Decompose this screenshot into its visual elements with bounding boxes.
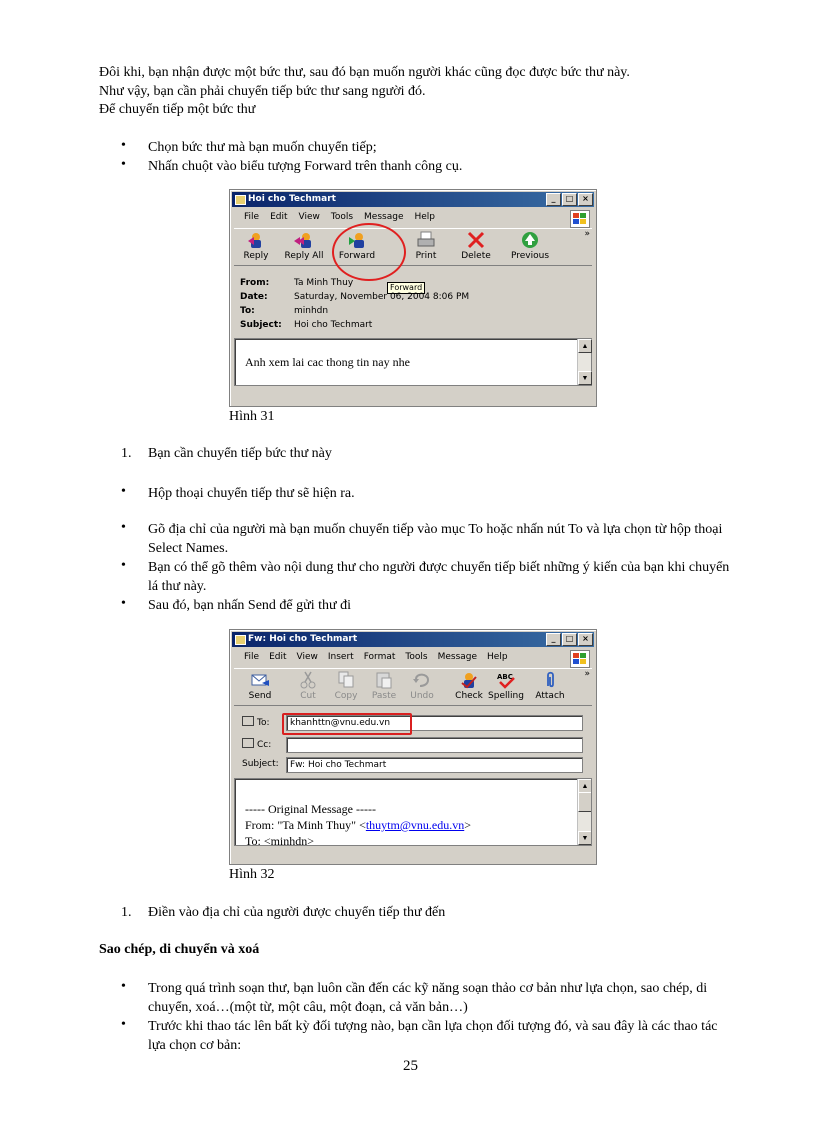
email-link[interactable]: thuytm@vnu.edu.vn xyxy=(365,818,465,832)
undo-icon xyxy=(412,671,432,689)
print-button[interactable]: Print xyxy=(406,231,446,261)
previous-button[interactable]: Previous xyxy=(510,231,550,261)
check-names-icon xyxy=(459,671,479,689)
menu-help[interactable]: Help xyxy=(414,212,436,222)
delete-button[interactable]: Delete xyxy=(456,231,496,261)
overflow-chevron-icon[interactable]: » xyxy=(584,229,590,239)
envelope-icon xyxy=(235,195,246,205)
minimize-button[interactable]: _ xyxy=(546,193,561,206)
paste-icon xyxy=(374,671,394,689)
menu-bar xyxy=(244,212,435,222)
read-message-window xyxy=(229,189,597,407)
menu-edit[interactable]: Edit xyxy=(269,652,287,662)
header-from: From: Ta Minh Thuy xyxy=(240,278,354,288)
cut-button[interactable]: Cut xyxy=(288,671,328,701)
message-body[interactable] xyxy=(234,778,592,846)
maximize-button[interactable]: □ xyxy=(562,193,577,206)
spelling-icon xyxy=(496,671,516,689)
address-book-icon xyxy=(242,716,254,726)
undo-button[interactable]: Undo xyxy=(402,671,442,701)
close-button[interactable]: × xyxy=(578,633,593,646)
window-titlebar: Hoi cho Techmart _ □ × xyxy=(232,192,594,207)
menu-bar xyxy=(244,652,508,662)
svg-text:ABC: ABC xyxy=(497,673,513,681)
intro-line-3: Để chuyển tiếp một bức thư xyxy=(99,102,256,117)
send-button[interactable]: Send xyxy=(240,671,280,701)
forward-button[interactable]: Forward xyxy=(337,231,377,261)
menu-tools[interactable]: Tools xyxy=(330,212,354,222)
spelling-button[interactable]: ABC Spelling xyxy=(488,673,524,701)
send-icon xyxy=(250,671,270,689)
header-subject: Subject: Hoi cho Techmart xyxy=(240,320,373,330)
intro-line-1: Đôi khi, bạn nhận được một bức thư, sau đó bạn muốn người khác cũng đọc được bức thư này. xyxy=(99,65,630,80)
header-date: Date: Saturday, November 06, 2004 8:06 PM xyxy=(240,292,470,302)
envelope-icon xyxy=(235,635,246,645)
minimize-button[interactable]: _ xyxy=(546,633,561,646)
page-number: 25 xyxy=(403,1058,418,1074)
header-to: To: minhdn xyxy=(240,306,329,316)
to-field-highlight xyxy=(282,713,412,735)
scroll-up-icon[interactable]: ▲ xyxy=(578,779,592,793)
menu-insert[interactable]: Insert xyxy=(327,652,354,662)
paperclip-icon xyxy=(540,671,560,689)
body-to-line: To: <minhdn> xyxy=(245,834,315,846)
menu-message[interactable]: Message xyxy=(437,652,478,662)
section-heading: Sao chép, di chuyển và xoá xyxy=(99,942,260,957)
forward-message-window xyxy=(229,629,597,865)
window-titlebar: Fw: Hoi cho Techmart _ □ × xyxy=(232,632,594,647)
vertical-scrollbar[interactable] xyxy=(577,339,591,385)
scissors-icon xyxy=(298,671,318,689)
subject-field[interactable]: Fw: Hoi cho Techmart xyxy=(286,757,583,773)
scroll-thumb[interactable] xyxy=(578,792,592,812)
menu-edit[interactable]: Edit xyxy=(270,212,288,222)
vertical-scrollbar[interactable] xyxy=(577,779,591,845)
overflow-chevron-icon[interactable]: » xyxy=(584,669,590,679)
menu-file[interactable]: File xyxy=(244,212,260,222)
to-label[interactable]: To: xyxy=(242,716,270,728)
figure-caption: Hình 31 xyxy=(229,409,275,424)
scroll-down-icon[interactable]: ▼ xyxy=(578,371,592,385)
copy-button[interactable]: Copy xyxy=(326,671,366,701)
menu-format[interactable]: Format xyxy=(363,652,396,662)
reply-all-button[interactable]: Reply All xyxy=(284,231,324,261)
body-original-header: ----- Original Message ----- xyxy=(245,802,376,816)
attach-button[interactable]: Attach xyxy=(530,671,570,701)
paste-button[interactable]: Paste xyxy=(364,671,404,701)
to-field[interactable]: khanhttn@vnu.edu.vn xyxy=(286,715,583,731)
maximize-button[interactable]: □ xyxy=(562,633,577,646)
reply-all-icon xyxy=(294,231,314,249)
copy-icon xyxy=(336,671,356,689)
close-button[interactable]: × xyxy=(578,193,593,206)
menu-message[interactable]: Message xyxy=(364,212,404,222)
scroll-up-icon[interactable]: ▲ xyxy=(578,339,592,353)
menu-view[interactable]: View xyxy=(298,212,320,222)
figure-caption: Hình 32 xyxy=(229,867,275,882)
intro-line-2: Như vậy, bạn cần phải chuyển tiếp bức thư sang người đó. xyxy=(99,84,426,99)
scroll-down-icon[interactable]: ▼ xyxy=(578,831,592,845)
check-names-button[interactable]: Check xyxy=(449,671,489,701)
menu-help[interactable]: Help xyxy=(487,652,508,662)
up-arrow-icon xyxy=(520,231,540,249)
menu-view[interactable]: View xyxy=(296,652,318,662)
menu-tools[interactable]: Tools xyxy=(405,652,428,662)
body-from-line: From: "Ta Minh Thuy" <thuytm@vnu.edu.vn> xyxy=(245,818,472,832)
toolbar xyxy=(234,228,592,266)
cc-field[interactable] xyxy=(286,737,583,753)
reply-icon xyxy=(246,231,266,249)
message-body[interactable]: Anh xem lai cac thong tin nay nhe ▲ ▼ xyxy=(234,338,592,386)
printer-icon xyxy=(416,231,436,249)
reply-button[interactable]: Reply xyxy=(236,231,276,261)
windows-logo-icon xyxy=(570,650,590,668)
cc-label[interactable]: Cc: xyxy=(242,738,271,750)
windows-logo-icon xyxy=(570,210,590,228)
toolbar xyxy=(234,668,592,706)
forward-tooltip: Forward xyxy=(387,282,425,294)
subject-label: Subject: xyxy=(242,759,279,769)
delete-x-icon xyxy=(466,231,486,249)
menu-file[interactable]: File xyxy=(244,652,260,662)
address-book-icon xyxy=(242,738,254,748)
forward-highlight-circle xyxy=(332,223,406,281)
